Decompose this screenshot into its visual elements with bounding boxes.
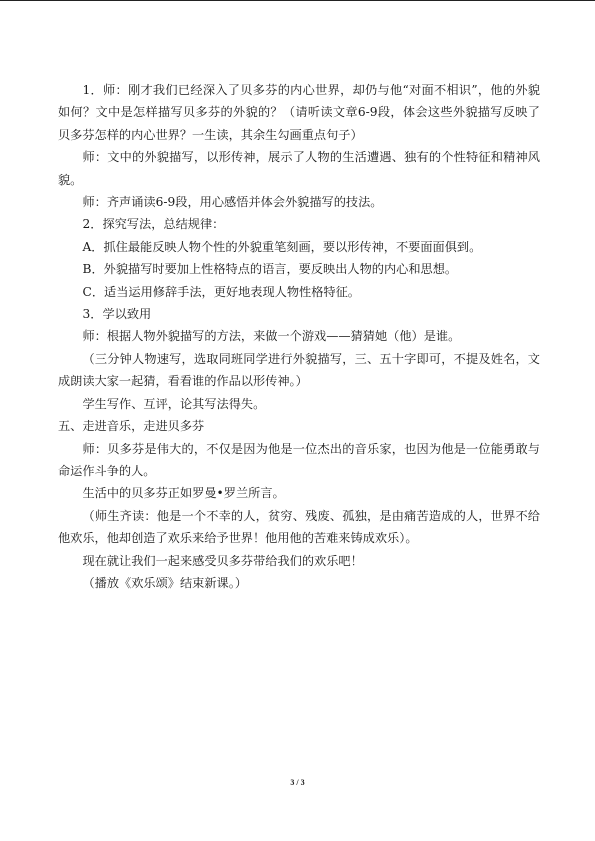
page-number: 3 / 3 <box>290 778 305 787</box>
paragraph-beethoven-greatness: 师：贝多芬是伟大的，不仅是因为他是一位杰出的音乐家，也因为他是一位能勇敢与命运作斗争的人。 <box>58 441 540 478</box>
paragraph-teacher-summary: 师：文中的外貌描写，以形传神，展示了人物的生活遭遇、独有的个性特征和精神风貌。 <box>58 150 540 187</box>
paragraph-guess-game: 师：根据人物外貌描写的方法，来做一个游戏——猜猜她（他）是谁。 <box>82 329 461 344</box>
paragraph-choral-reading: （师生齐读：他是一个不幸的人，贫穷、残废、孤独，是由痛苦造成的人，世界不给他欢乐，他却创造了欢乐来给予世界！他用他的苦难来铸成欢乐）。 <box>58 508 540 546</box>
paragraph-ode-to-joy: （播放《欢乐颂》结束新课。） <box>82 575 248 590</box>
paragraph-explore-heading: 2．探究写法，总结规律： <box>82 217 225 232</box>
paragraph-feel-joy: 现在就让我们一起来感受贝多芬带给我们的欢乐吧！ <box>82 553 363 568</box>
paragraph-recite-instruction: 师：齐声诵读6-9段，用心感悟并体会外貌描写的技法。 <box>82 195 383 210</box>
paragraph-rule-a: A．抓住最能反映人物个性的外貌重笔刻画，要以形传神，不要面面俱到。 <box>82 239 482 254</box>
paragraph-appearance-question: 1．师：刚才我们已经深入了贝多芬的内心世界，却仍与他“对面不相识”，他的外貌如何？文中是怎样描写贝多芬的外貌的？（请听读文章6-9段，体会这些外貌描写反映了贝多芬怎样的内心世界？一生读，其余生勾画重点句子） <box>58 83 540 142</box>
section-heading-music: 五、走进音乐，走进贝多芬 <box>58 419 205 434</box>
paragraph-rule-c: C．适当运用修辞手法，更好地表现人物性格特征。 <box>82 284 360 299</box>
paragraph-romain-rolland: 生活中的贝多芬正如罗曼•罗兰所言。 <box>82 486 285 501</box>
header-rule <box>0 0 595 1</box>
page-body <box>58 79 540 594</box>
paragraph-sketch-instruction: （三分钟人物速写，选取同班同学进行外貌描写，三、五十字即可，不提及姓名，文成朗读大家一起猜，看看谁的作品以形传神。） <box>58 351 540 389</box>
paragraph-peer-review: 学生写作、互评，论其写法得失。 <box>82 396 266 411</box>
paragraph-rule-b: B．外貌描写时要加上性格特点的语言，要反映出人物的内心和思想。 <box>82 262 458 277</box>
paragraph-apply-heading: 3．学以致用 <box>82 307 152 322</box>
